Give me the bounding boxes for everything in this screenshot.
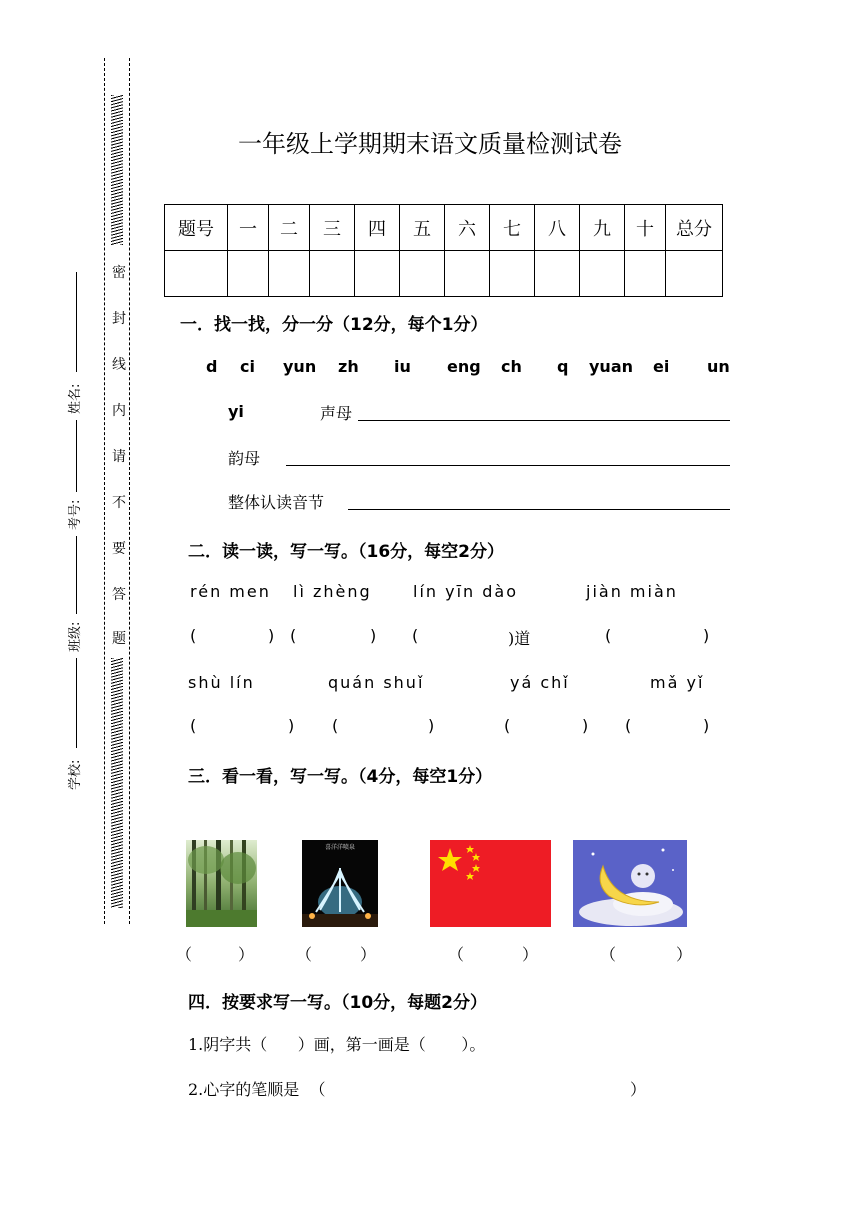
answer-blank-close: ) <box>428 716 435 735</box>
section3-heading: 三．看一看，写一写。（4分，每空1分） <box>188 767 493 787</box>
binding-hatch-top <box>111 95 123 245</box>
page-title: 一年级上学期期末语文质量检测试卷 <box>238 130 622 158</box>
pinyin: rén men <box>190 582 271 601</box>
letter: yi <box>228 402 244 421</box>
answer-blank-open: ( <box>290 626 297 645</box>
letter: un <box>707 357 730 376</box>
seal-char: 封 <box>112 311 126 327</box>
finals-answer-line[interactable] <box>286 465 730 466</box>
score-header-cell: 一 <box>228 205 269 251</box>
pinyin: mǎ yǐ <box>650 673 705 692</box>
answer-blank-close: ) <box>370 626 377 645</box>
answer-blank-close: ) <box>582 716 589 735</box>
answer-blank-open: ( <box>190 626 197 645</box>
answer-blank-open: ( <box>605 626 612 645</box>
picture-answer-close: ） <box>360 945 377 964</box>
name-label: 姓名: <box>68 383 83 414</box>
moon-image <box>573 840 687 927</box>
question-1: 1.阴字共（ ）画，第一画是（ ）。 <box>188 1035 486 1054</box>
name-field[interactable] <box>76 272 77 372</box>
binding-dash-line-left <box>104 58 105 924</box>
pinyin: quán shuǐ <box>328 673 425 692</box>
answer-blank-open: ( <box>412 626 419 645</box>
answer-blank-open: ( <box>504 716 511 735</box>
picture-answer-close: ） <box>238 945 255 964</box>
answer-blank-open: ( <box>625 716 632 735</box>
score-header-cell: 二 <box>269 205 310 251</box>
score-cell[interactable] <box>310 251 355 297</box>
letter: q <box>557 357 569 376</box>
score-header-cell: 三 <box>310 205 355 251</box>
score-table <box>164 204 723 297</box>
score-header-row <box>165 205 723 251</box>
section2-heading: 二．读一读，写一写。（16分，每空2分） <box>188 542 504 562</box>
whole-syllables-label: 整体认读音节 <box>228 493 325 512</box>
picture-answer-open: （ <box>600 945 617 964</box>
answer-blank-close: ) <box>703 716 710 735</box>
exam-number-field[interactable] <box>76 420 77 492</box>
question-2: 2.心字的笔顺是 （ <box>188 1080 326 1099</box>
answer-blank-open: ( <box>332 716 339 735</box>
letter: d <box>206 357 218 376</box>
fountain-caption: 喜洋洋喷泉 <box>324 844 355 851</box>
seal-char: 不 <box>112 495 126 511</box>
letter: ch <box>501 357 522 376</box>
score-header-cell: 五 <box>400 205 445 251</box>
seal-char: 线 <box>112 357 126 373</box>
picture-answer-open: （ <box>296 945 313 964</box>
score-header-cell: 七 <box>490 205 535 251</box>
forest-image <box>186 840 257 927</box>
score-cell[interactable] <box>490 251 535 297</box>
seal-char: 答 <box>112 587 126 603</box>
section4-heading: 四．按要求写一写。（10分，每题2分） <box>188 993 487 1013</box>
picture-answer-open: （ <box>176 945 193 964</box>
answer-blank-close: ) <box>288 716 295 735</box>
score-header-cell: 八 <box>535 205 580 251</box>
seal-char: 密 <box>112 265 126 281</box>
letter: ei <box>653 357 670 376</box>
seal-char: 要 <box>112 541 126 557</box>
letter: iu <box>394 357 411 376</box>
score-cell[interactable] <box>228 251 269 297</box>
initials-answer-line[interactable] <box>358 420 730 421</box>
score-cell[interactable] <box>400 251 445 297</box>
score-header-cell: 四 <box>355 205 400 251</box>
score-header-cell: 题号 <box>165 205 228 251</box>
score-value-row <box>165 251 723 297</box>
school-field[interactable] <box>76 658 77 748</box>
picture-answer-close: ） <box>676 945 693 964</box>
finals-label: 韵母 <box>228 449 261 468</box>
score-header-cell: 六 <box>445 205 490 251</box>
seal-char: 内 <box>112 403 126 419</box>
picture-answer-open: （ <box>448 945 465 964</box>
score-cell[interactable] <box>445 251 490 297</box>
answer-blank-close: ) <box>268 626 275 645</box>
letter: yuan <box>589 357 634 376</box>
letter: zh <box>338 357 359 376</box>
score-header-cell: 九 <box>580 205 625 251</box>
score-cell[interactable] <box>580 251 625 297</box>
score-cell[interactable] <box>666 251 723 297</box>
pinyin: shù lín <box>188 673 255 692</box>
score-cell[interactable] <box>355 251 400 297</box>
binding-hatch-bottom <box>111 658 123 908</box>
pinyin: jiàn miàn <box>586 582 678 601</box>
seal-char: 请 <box>112 449 126 465</box>
school-label: 学校: <box>68 759 83 790</box>
pinyin: lín yīn dào <box>413 582 519 601</box>
exam-number-label: 考号: <box>68 499 83 530</box>
score-header-cell: 十 <box>625 205 666 251</box>
flag-image <box>430 840 551 927</box>
answer-blank-close-dao: )道 <box>508 629 531 648</box>
answer-blank-close: ) <box>703 626 710 645</box>
score-cell[interactable] <box>165 251 228 297</box>
whole-syllables-answer-line[interactable] <box>348 509 730 510</box>
class-label: 班级: <box>68 621 83 652</box>
initials-label: 声母 <box>320 404 353 423</box>
class-field[interactable] <box>76 536 77 614</box>
picture-answer-close: ） <box>522 945 539 964</box>
pinyin: yá chǐ <box>510 673 570 692</box>
answer-blank-open: ( <box>190 716 197 735</box>
letter: ci <box>240 357 255 376</box>
letter: yun <box>283 357 317 376</box>
score-cell[interactable] <box>269 251 310 297</box>
score-header-cell: 总分 <box>666 205 723 251</box>
question-2-close: ） <box>630 1080 647 1099</box>
letter: eng <box>447 357 481 376</box>
pinyin: lì zhèng <box>293 582 372 601</box>
binding-dash-line-right <box>129 58 130 924</box>
score-cell[interactable] <box>535 251 580 297</box>
section1-heading: 一．找一找，分一分（12分，每个1分） <box>180 315 488 335</box>
fountain-image <box>302 840 378 927</box>
score-cell[interactable] <box>625 251 666 297</box>
seal-char: 题 <box>112 631 126 647</box>
